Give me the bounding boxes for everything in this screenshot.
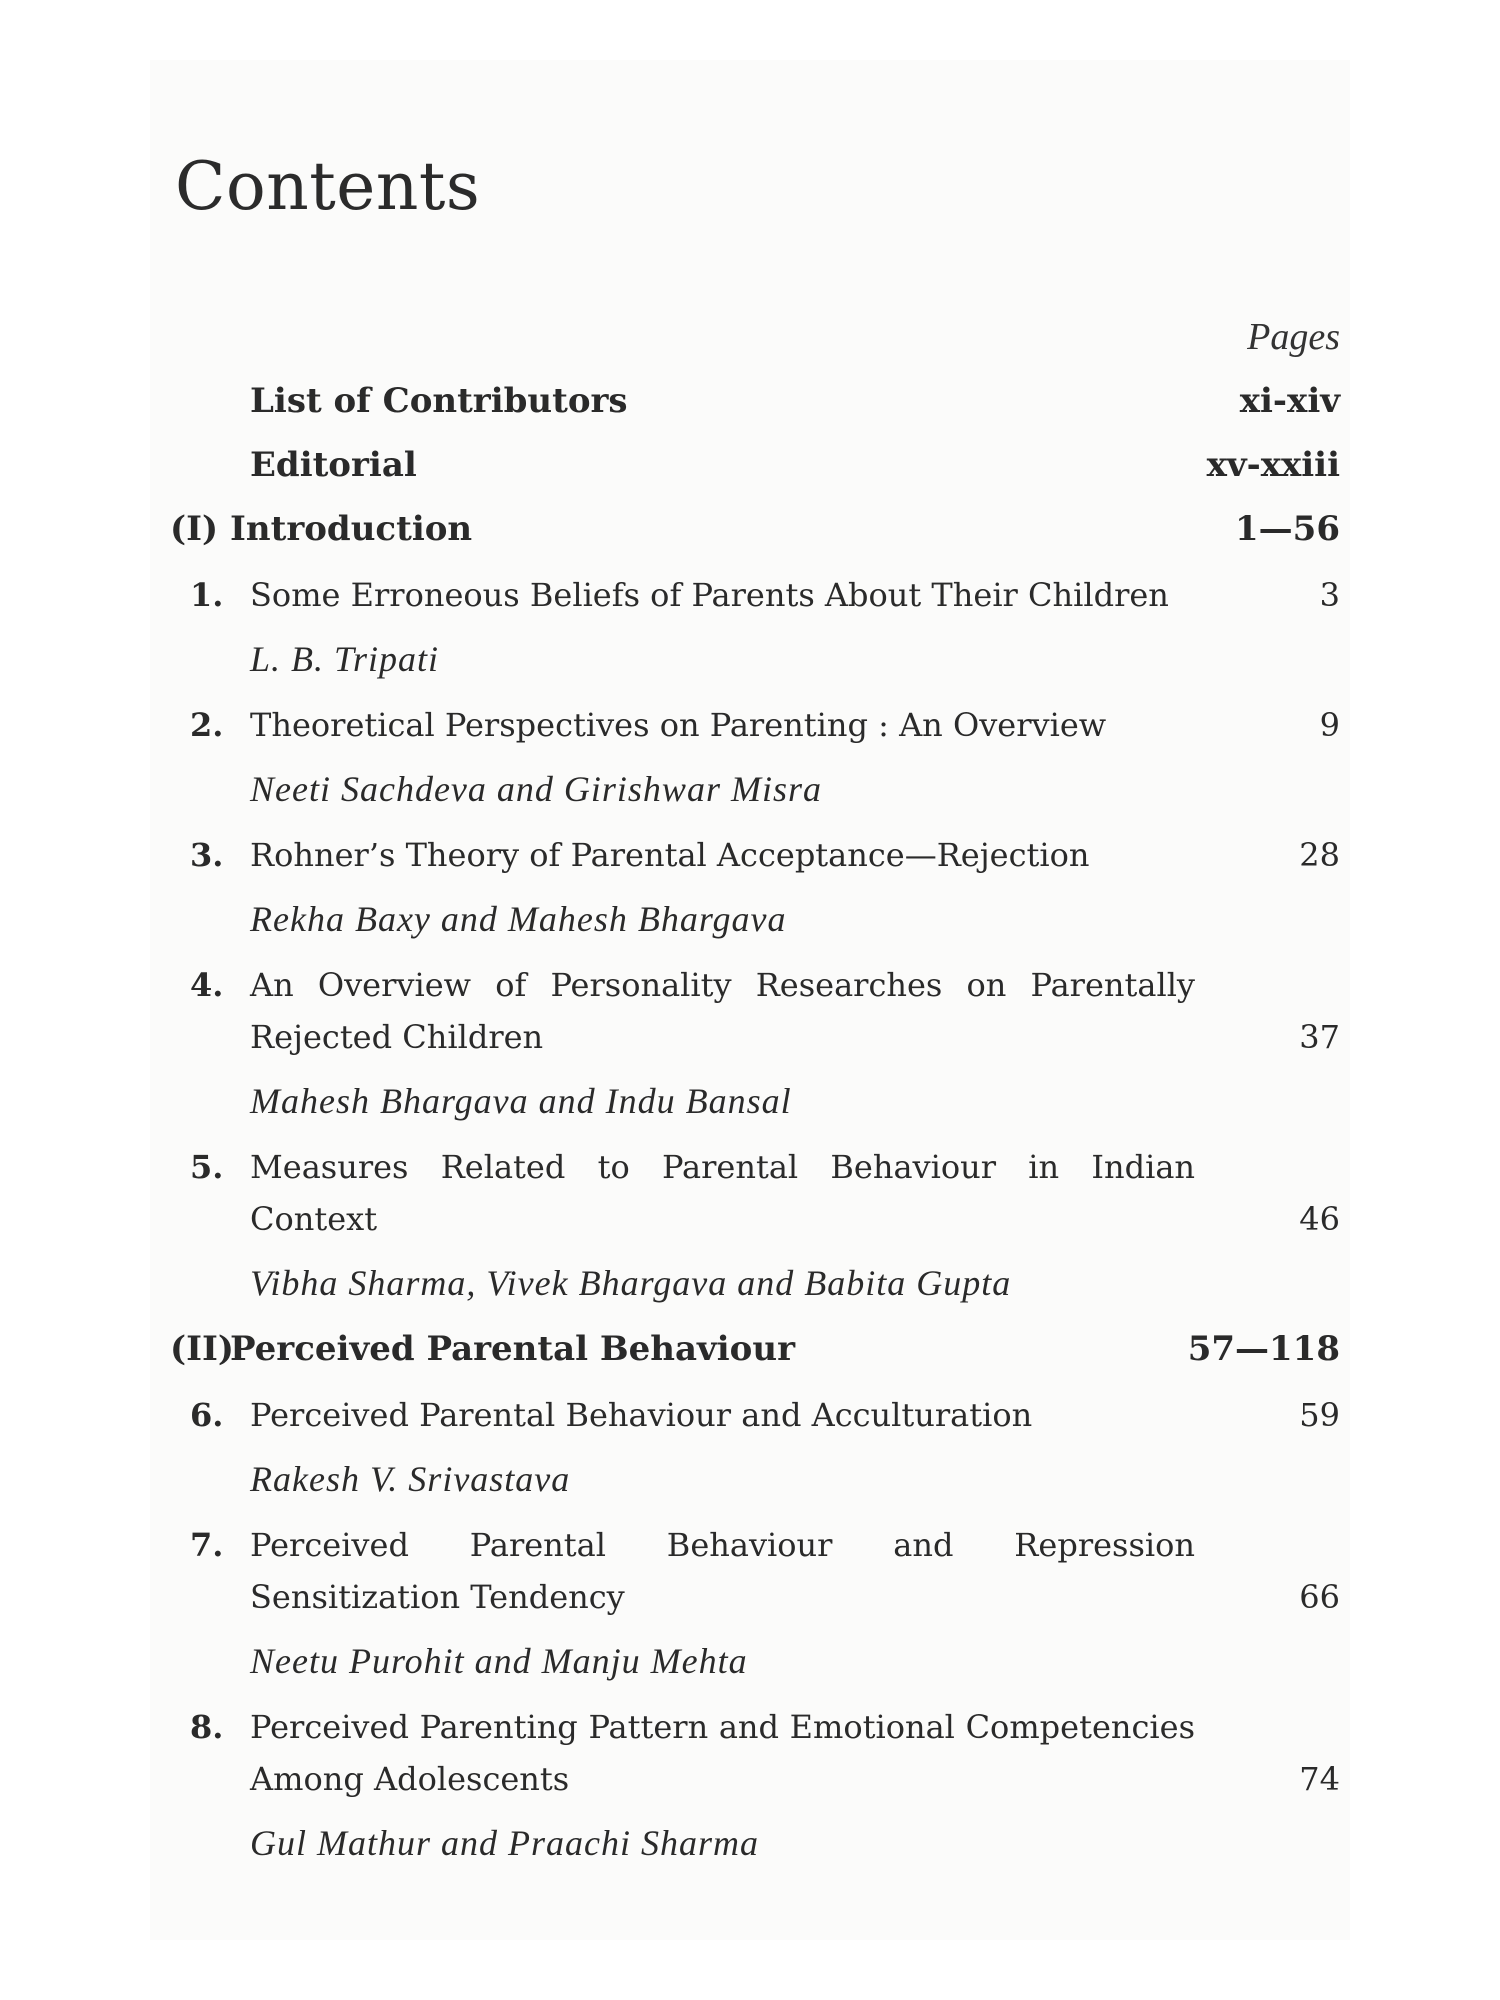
section-title: Introduction — [230, 509, 473, 549]
chapter-page: 9 — [1319, 706, 1340, 744]
chapter-page: 66 — [1299, 1578, 1340, 1616]
chapter-title: Perceived Parenting Pattern and Emotional Competencies Among Adolescents — [250, 1708, 1195, 1798]
table-of-contents — [165, 375, 1340, 1869]
chapter-title: Some Erroneous Beliefs of Parents About Their Children — [250, 576, 1169, 614]
toc-chapter — [165, 1701, 1340, 1805]
toc-chapter — [165, 699, 1340, 751]
chapter-authors: Neeti Sachdeva and Girishwar Misra — [250, 769, 822, 809]
chapter-page: 28 — [1299, 836, 1340, 874]
chapter-authors: Gul Mathur and Praachi Sharma — [250, 1823, 759, 1863]
toc-chapter — [165, 1519, 1340, 1623]
chapter-authors: Vibha Sharma, Vivek Bhargava and Babita Gupta — [250, 1263, 1012, 1303]
entry-title: List of Contributors — [250, 381, 628, 421]
toc-chapter — [165, 959, 1340, 1063]
entry-pages: xi-xiv — [1239, 381, 1340, 421]
chapter-number: 2. — [190, 706, 224, 744]
page-title: Contents — [175, 148, 481, 226]
chapter-page: 46 — [1299, 1200, 1340, 1238]
pages-column-heading: Pages — [1247, 316, 1340, 358]
toc-chapter — [165, 569, 1340, 621]
chapter-authors: L. B. Tripati — [250, 639, 440, 679]
section-number: (I) — [170, 509, 219, 549]
chapter-page: 74 — [1299, 1760, 1340, 1798]
chapter-authors: Neetu Purohit and Manju Mehta — [250, 1641, 748, 1681]
toc-section — [165, 503, 1340, 555]
chapter-page: 37 — [1299, 1018, 1340, 1056]
chapter-number: 7. — [190, 1526, 224, 1564]
section-number: (II) — [170, 1329, 234, 1369]
chapter-title: An Overview of Personality Researches on Parentally Rejected Children — [250, 966, 1195, 1056]
chapter-title: Perceived Parental Behaviour and Repression Sensitization Tendency — [250, 1526, 1195, 1616]
section-pages: 57—118 — [1187, 1329, 1340, 1369]
chapter-authors: Mahesh Bhargava and Indu Bansal — [250, 1081, 792, 1121]
chapter-authors: Rakesh V. Srivastava — [250, 1459, 571, 1499]
chapter-number: 3. — [190, 836, 224, 874]
entry-pages: xv-xxiii — [1206, 445, 1340, 485]
section-title: Perceived Parental Behaviour — [230, 1329, 795, 1369]
toc-chapter — [165, 829, 1340, 881]
chapter-title: Theoretical Perspectives on Parenting : An Overview — [250, 706, 1107, 744]
chapter-page: 59 — [1299, 1396, 1340, 1434]
toc-section — [165, 1323, 1340, 1375]
chapter-page: 3 — [1319, 576, 1340, 614]
chapter-title: Perceived Parental Behaviour and Acculturation — [250, 1396, 1033, 1434]
chapter-number: 4. — [190, 966, 224, 1004]
chapter-number: 5. — [190, 1148, 224, 1186]
chapter-authors: Rekha Baxy and Mahesh Bhargava — [250, 899, 787, 939]
toc-chapter — [165, 1389, 1340, 1441]
chapter-number: 1. — [190, 576, 224, 614]
chapter-title: Rohner’s Theory of Parental Acceptance—Rejection — [250, 836, 1090, 874]
toc-front-entry — [165, 439, 1340, 491]
toc-chapter — [165, 1141, 1340, 1245]
toc-front-entry — [165, 375, 1340, 427]
chapter-number: 8. — [190, 1708, 224, 1746]
section-pages: 1—56 — [1235, 509, 1340, 549]
chapter-number: 6. — [190, 1396, 224, 1434]
chapter-title: Measures Related to Parental Behaviour in Indian Context — [250, 1148, 1195, 1238]
entry-title: Editorial — [250, 445, 417, 485]
